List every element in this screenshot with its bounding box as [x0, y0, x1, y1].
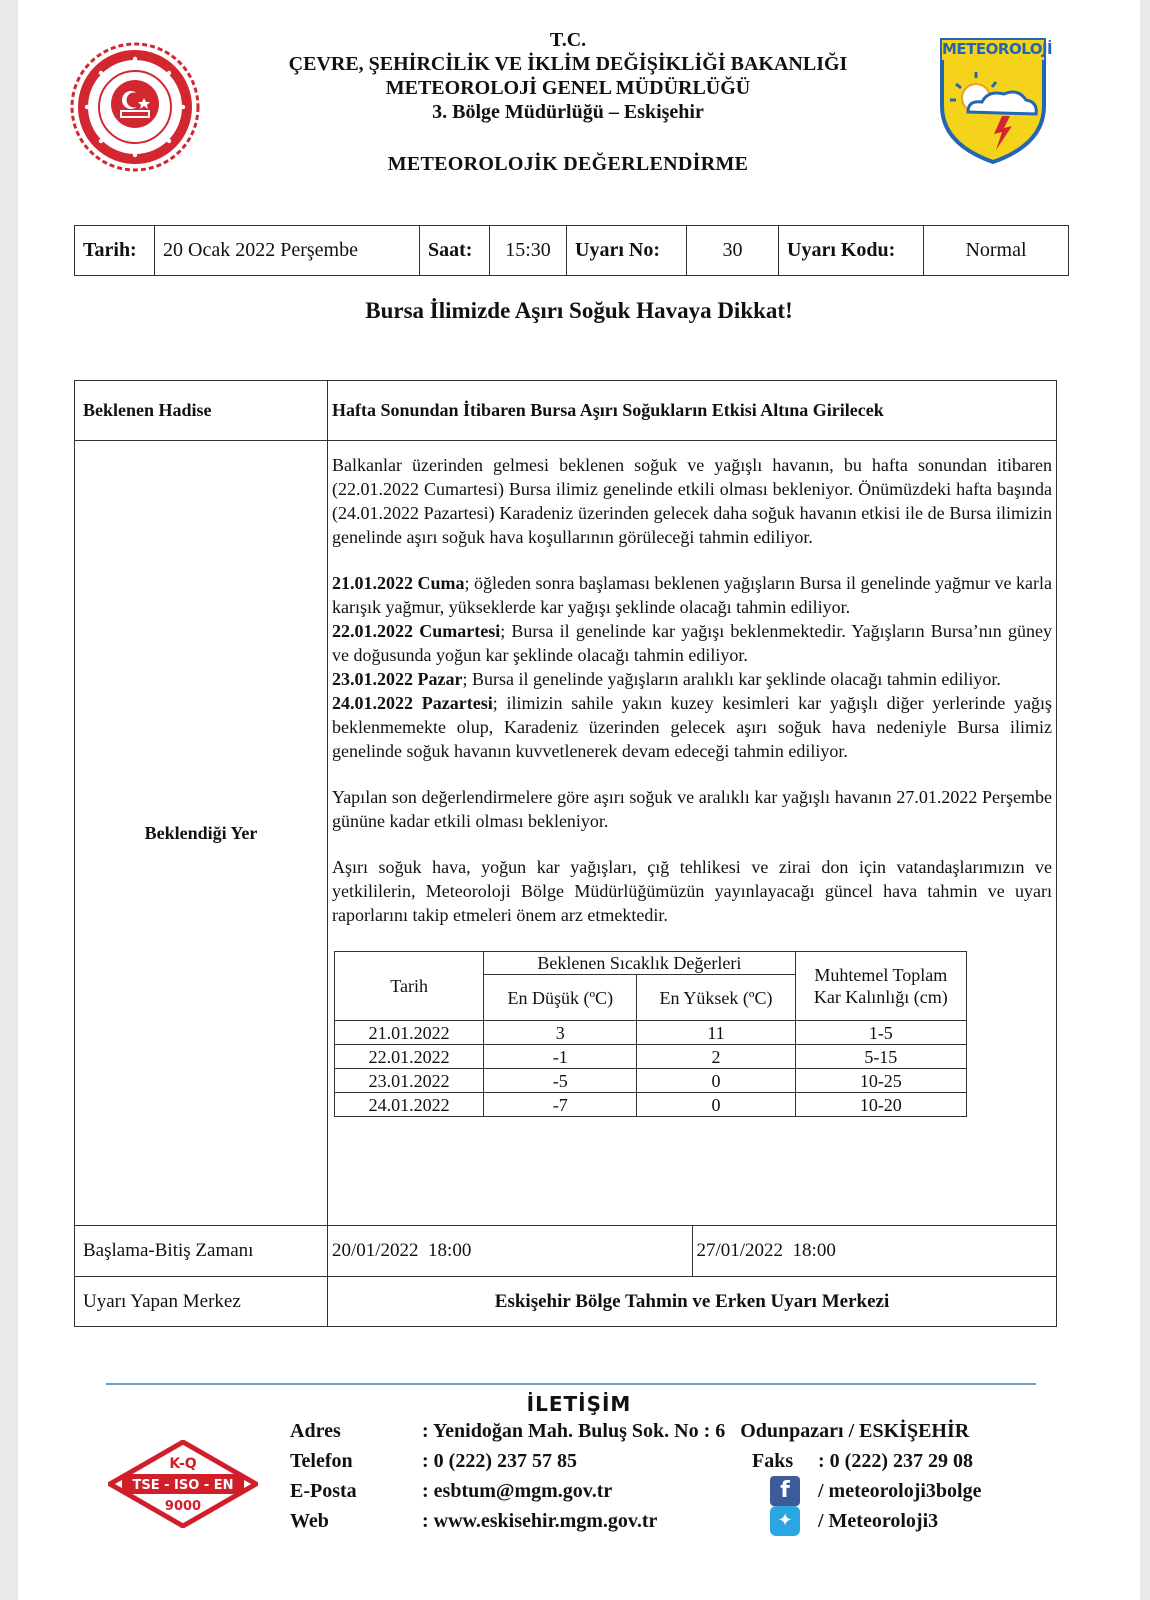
fax-value: : 0 (222) 237 29 08 — [818, 1450, 973, 1472]
day-date: 24.01.2022 Pazartesi — [332, 693, 493, 713]
row-snow: 10-25 — [795, 1069, 966, 1093]
web-value[interactable]: : www.eskisehir.mgm.gov.tr — [422, 1510, 658, 1532]
col-snow-header: Muhtemel Toplam Kar Kalınlığı (cm) — [795, 952, 966, 1021]
warning-code-label: Uyarı Kodu: — [779, 226, 924, 276]
time-label: Saat: — [420, 226, 490, 276]
row-min: 3 — [484, 1021, 637, 1045]
tse-top-text: K-Q — [169, 1456, 197, 1472]
row-max: 0 — [637, 1069, 795, 1093]
facebook-handle[interactable]: / meteoroloji3bolge — [818, 1480, 982, 1502]
contact-title: İLETİŞİM — [526, 1392, 632, 1416]
tse-bottom-text: 9000 — [164, 1499, 202, 1514]
details-table — [74, 380, 1057, 1327]
event-label: Beklenen Hadise — [75, 381, 328, 441]
row-snow: 10-20 — [795, 1093, 966, 1117]
info-table — [74, 225, 1069, 276]
header-ministry: ÇEVRE, ŞEHİRCİLİK VE İKLİM DEĞİŞİKLİĞİ BAKANLIĞI — [288, 53, 848, 75]
col-date-header: Tarih — [335, 952, 484, 1021]
day-forecast — [332, 571, 1052, 619]
date-value: 20 Ocak 2022 Perşembe — [155, 226, 420, 276]
day-date: 23.01.2022 Pazar — [332, 669, 463, 689]
temperature-group-header: Beklenen Sıcaklık Değerleri — [484, 952, 795, 975]
tse-certification-logo-icon — [108, 1440, 258, 1528]
contact-labels — [290, 1416, 357, 1536]
forecast-text — [328, 441, 1056, 1117]
intro-paragraph: Balkanlar üzerinden gelmesi beklenen soğuk ve yağışlı havanın, bu hafta sonundan itibaren (22.01.2022 Cumartesi) Bursa ilimiz genelinde etkili olması bekleniyor. Önümüzdeki hafta başında (24.01.2022 Pazartesi) Karadeniz üzerinden gelecek daha soğuk havanın etkisi ile de Bursa ilimizin genelinde aşırı soğuk hava koşullarının görüleceği tahmin ediliyor. — [332, 455, 1052, 547]
row-min: -7 — [484, 1093, 637, 1117]
twitter-handle[interactable]: / Meteoroloji3 — [818, 1510, 939, 1532]
document-page — [18, 0, 1140, 1600]
row-snow: 1-5 — [795, 1021, 966, 1045]
row-date: 21.01.2022 — [335, 1021, 484, 1045]
event-value: Hafta Sonundan İtibaren Bursa Aşırı Soğukların Etkisi Altına Girilecek — [328, 381, 1057, 441]
row-date: 23.01.2022 — [335, 1069, 484, 1093]
header-directorate: METEOROLOJİ GENEL MÜDÜRLÜĞÜ — [385, 77, 751, 99]
row-max: 2 — [637, 1045, 795, 1069]
summary-paragraph: Yapılan son değerlendirmelere göre aşırı soğuk ve aralıklı kar yağışlı havanın 27.01.2022 Perşembe gününe kadar etkili olması bekleniyor. — [332, 787, 1052, 831]
day-forecast — [332, 691, 1052, 763]
document-title: METEOROLOJİK DEĞERLENDİRME — [387, 153, 749, 175]
row-min: -1 — [484, 1045, 637, 1069]
center-value: Eskişehir Bölge Tahmin ve Erken Uyarı Merkezi — [328, 1277, 1057, 1327]
header-regional-office: 3. Bölge Müdürlüğü – Eskişehir — [432, 101, 704, 123]
ministry-seal-icon — [70, 42, 200, 172]
address-label: Adres — [290, 1420, 341, 1442]
date-label: Tarih: — [75, 226, 155, 276]
end-time: 27/01/2022 18:00 — [692, 1226, 1057, 1276]
table-row — [335, 1093, 967, 1117]
fax-label: Faks — [752, 1450, 794, 1472]
col-min-header: En Düşük (ºC) — [484, 975, 637, 1021]
warning-no-label: Uyarı No: — [567, 226, 687, 276]
day-forecast — [332, 619, 1052, 667]
warning-code-value: Normal — [924, 226, 1069, 276]
day-text: ; Bursa il genelinde yağışların aralıklı kar şeklinde olacağı tahmin ediliyor. — [462, 669, 1001, 689]
alert-title: Bursa İlimizde Aşırı Soğuk Havaya Dikkat! — [365, 298, 793, 323]
day-text: ; öğleden sonra başlaması beklenen yağışların Bursa il genelinde yağmur ve karla karışık yağmur, yükseklerde kar yağışı şeklinde olacağı tahmin ediliyor. — [332, 573, 1053, 617]
address-value: : Yenidoğan Mah. Buluş Sok. No : 6 Odunpazarı / ESKİŞEHİR — [422, 1420, 970, 1442]
row-date: 24.01.2022 — [335, 1093, 484, 1117]
col-max-header: En Yüksek (ºC) — [637, 975, 795, 1021]
period-label: Başlama-Bitiş Zamanı — [75, 1226, 328, 1277]
email-value[interactable]: : esbtum@mgm.gov.tr — [422, 1480, 613, 1502]
day-text: ; ilimizin sahile yakın kuzey kesimleri kar yağışlı diğer yerlerinde yağış beklenmemekte olup, Karadeniz üzerinden gelecek aşırı soğuk hava nedeniyle Bursa ilimiz genelinde soğuk havanın kuvvetlenerek devam edeceği tahmin ediliyor. — [332, 693, 1052, 761]
time-value: 15:30 — [490, 226, 567, 276]
temperature-table — [334, 951, 967, 1117]
footer-divider — [106, 1383, 1036, 1385]
logo-text: METEOROLOJİ — [942, 40, 1053, 58]
warning-no-value: 30 — [687, 226, 779, 276]
phone-label: Telefon — [290, 1450, 353, 1472]
start-time: 20/01/2022 18:00 — [332, 1240, 472, 1261]
day-forecast — [332, 667, 1052, 691]
row-max: 0 — [637, 1093, 795, 1117]
row-max: 11 — [637, 1021, 795, 1045]
table-row — [335, 1045, 967, 1069]
day-text: ; Bursa il genelinde kar yağışı beklenmektedir. Yağışların Bursa’nın güney ve doğusunda yoğun kar şeklinde olacağı tahmin ediliyor. — [332, 621, 1052, 665]
place-label: Beklendiği Yer — [75, 441, 328, 1226]
header-line-tc: T.C. — [549, 29, 587, 51]
table-row — [335, 1021, 967, 1045]
day-date: 22.01.2022 Cumartesi — [332, 621, 501, 641]
row-date: 22.01.2022 — [335, 1045, 484, 1069]
center-label: Uyarı Yapan Merkez — [75, 1277, 328, 1327]
facebook-icon[interactable]: f — [770, 1476, 800, 1506]
row-min: -5 — [484, 1069, 637, 1093]
email-label: E-Posta — [290, 1480, 357, 1502]
day-date: 21.01.2022 Cuma — [332, 573, 465, 593]
twitter-icon[interactable]: ✦ — [770, 1506, 800, 1536]
row-snow: 5-15 — [795, 1045, 966, 1069]
advice-paragraph: Aşırı soğuk hava, yoğun kar yağışları, çığ tehlikesi ve zirai don için vatandaşlarımızın ve yetkililerin, Meteoroloji Bölge Müdürlüğümüzün yayınlayacağı güncel hava tahmin ve uyarı raporlarını takip etmeleri önem arz etmektedir. — [332, 857, 1052, 925]
phone-value: : 0 (222) 237 57 85 — [422, 1450, 577, 1472]
web-label: Web — [290, 1510, 329, 1532]
table-row — [335, 1069, 967, 1093]
tse-mid-text: TSE - ISO - EN — [132, 1478, 234, 1493]
